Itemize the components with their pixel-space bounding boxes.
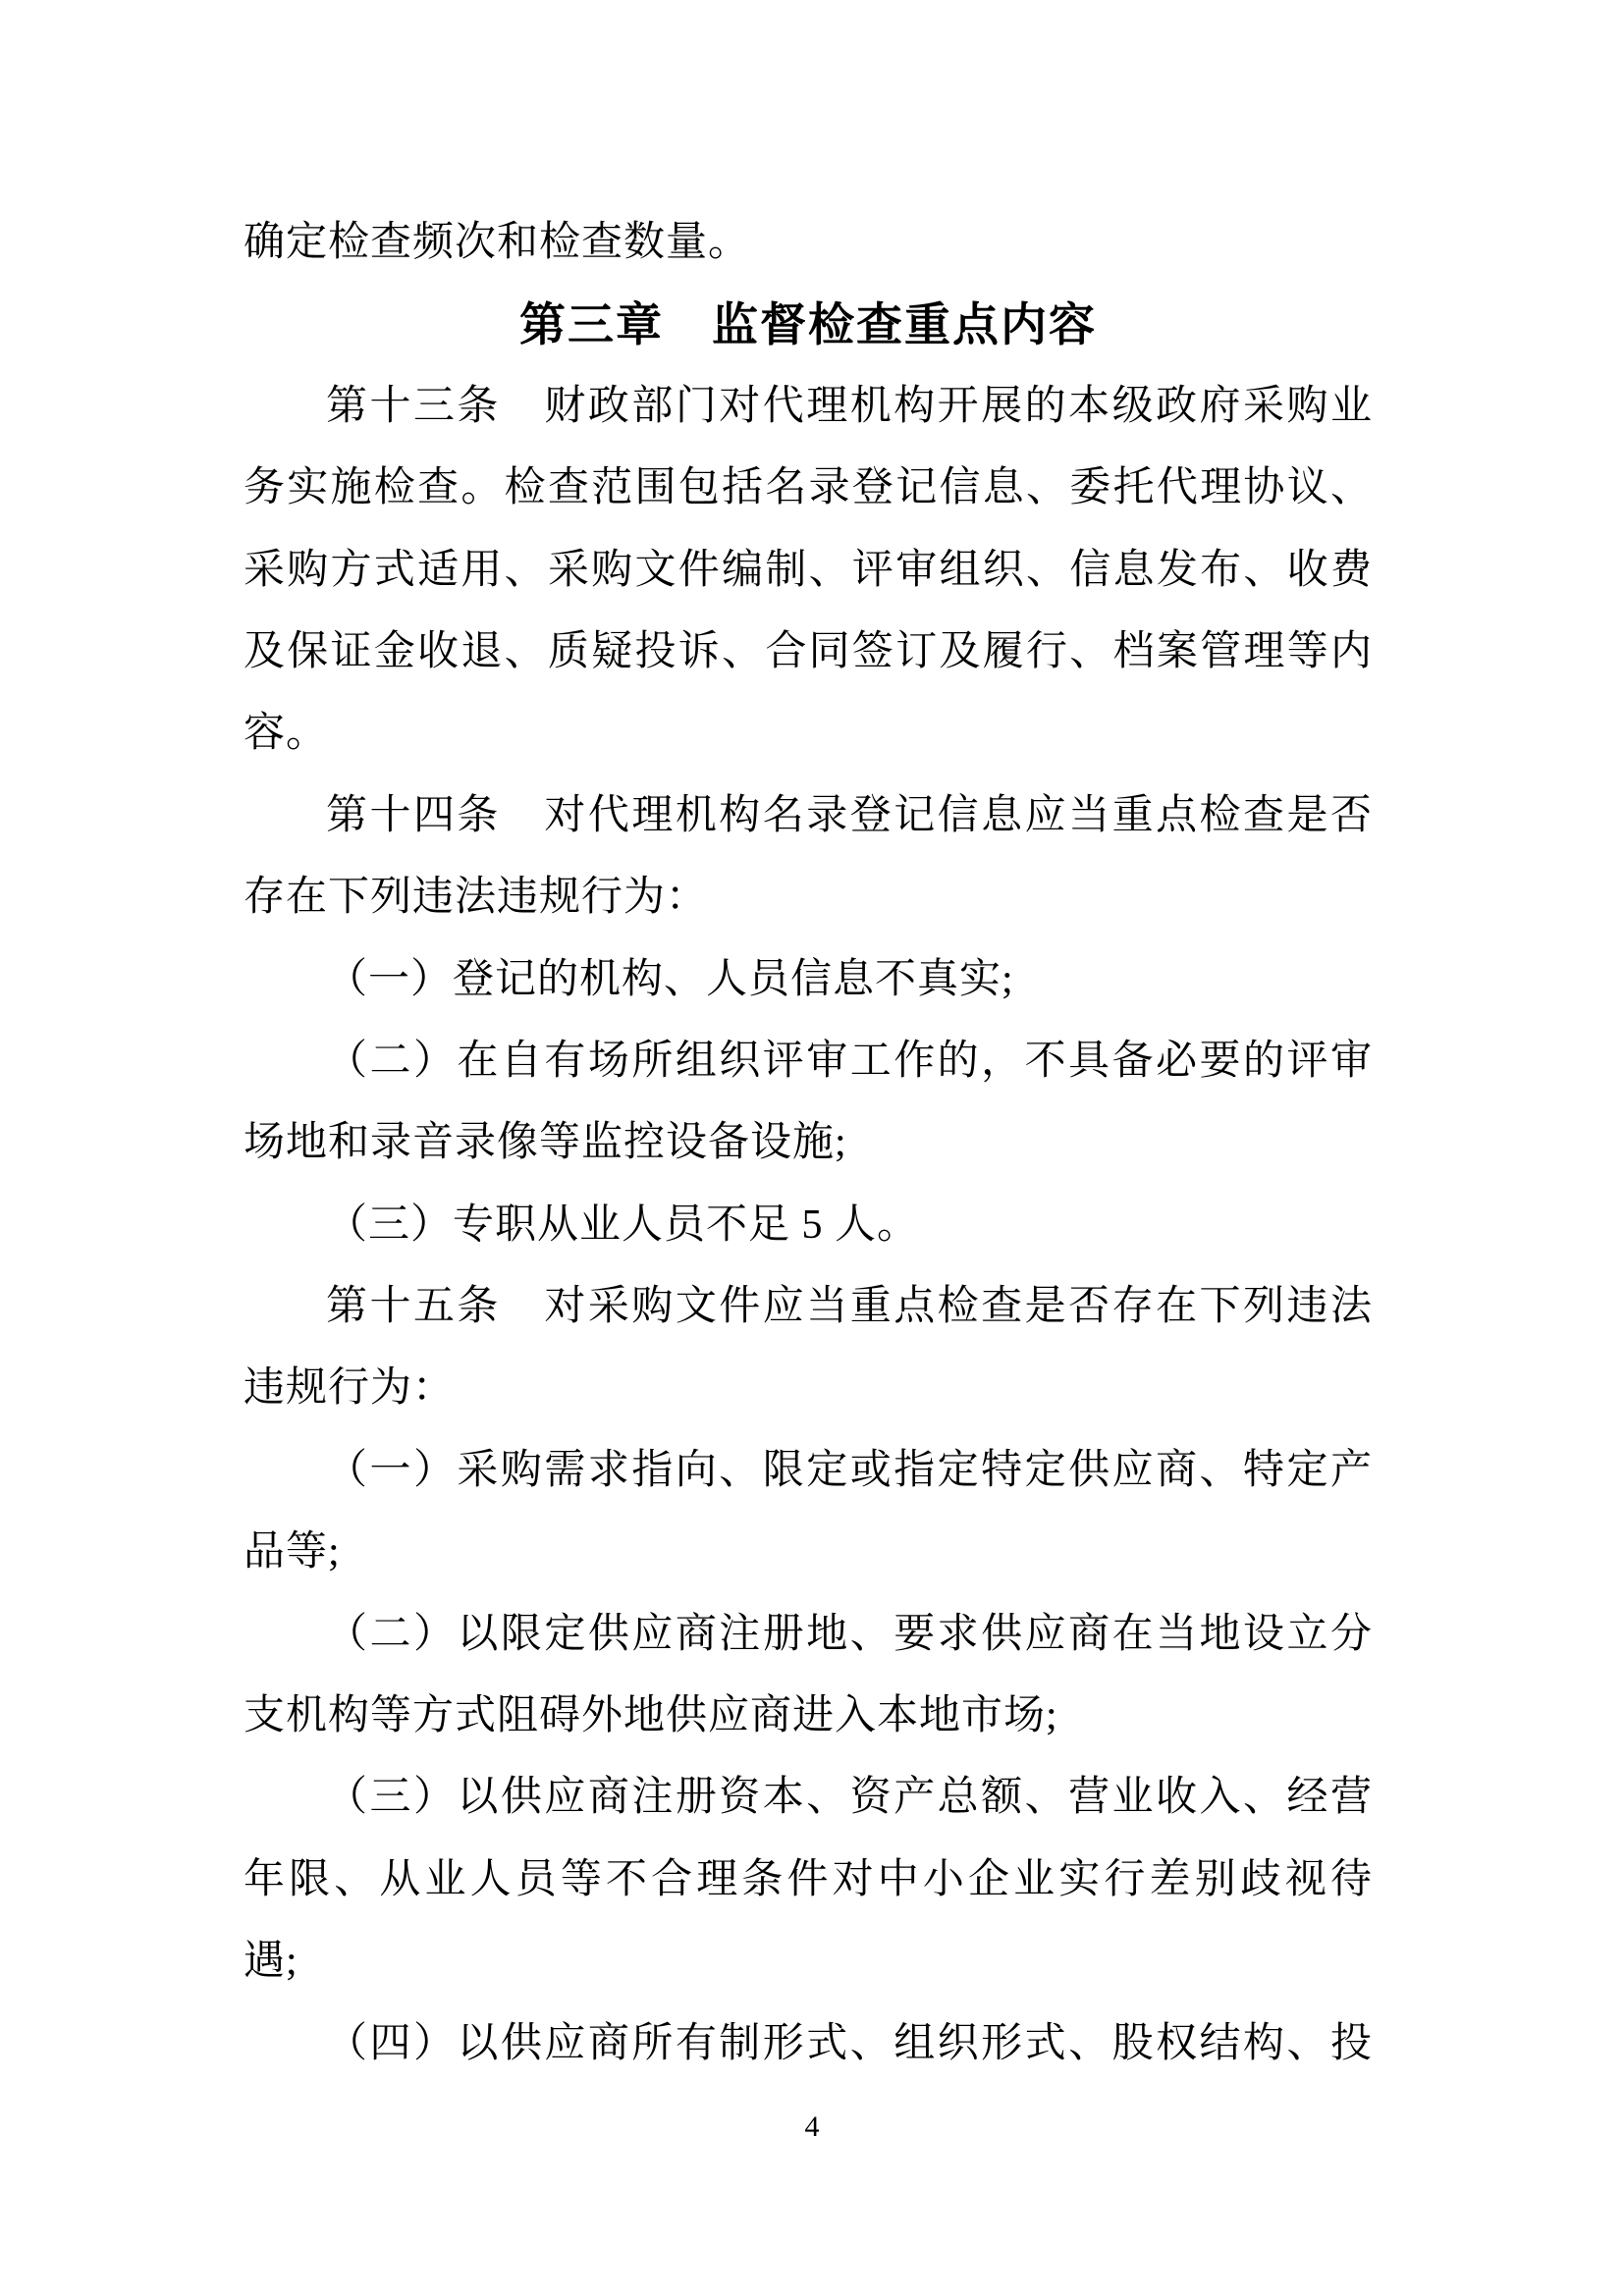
article-14-item-1: （一）登记的机构、人员信息不真实; [326,956,1014,1002]
page-number: 4 [804,2110,820,2143]
article-14-item-2-line-1: （二）在自有场所组织评审工作的，不具备必要的评审 [326,1038,1373,1084]
article-15-item-2-line-2: 支机构等方式阻碍外地供应商进入本地市场; [244,1693,1058,1739]
article-15-line-1: 第十五条 对采购文件应当重点检查是否存在下列违法 [326,1284,1373,1330]
article-13-line-4: 及保证金收退、质疑投诉、合同签订及履行、档案管理等内 [244,628,1373,674]
article-15-item-2-line-1: （二）以限定供应商注册地、要求供应商在当地设立分 [326,1611,1373,1657]
article-13-line-2: 务实施检查。检查范围包括名录登记信息、委托代理协议、 [244,465,1373,511]
document-body [244,202,1373,2085]
article-15-item-3-line-2: 年限、从业人员等不合理条件对中小企业实行差别歧视待 [244,1856,1373,1902]
article-14-line-1: 第十四条 对代理机构名录登记信息应当重点检查是否 [326,792,1373,838]
article-15-item-4-line-1: （四）以供应商所有制形式、组织形式、股权结构、投 [326,2020,1373,2066]
article-14-item-3: （三）专职从业人员不足 5 人。 [326,1201,920,1248]
article-13-line-5: 容。 [244,711,329,757]
article-15-item-3-line-1: （三）以供应商注册资本、资产总额、营业收入、经营 [326,1775,1373,1821]
article-15-item-1-line-2: 品等; [244,1529,341,1575]
article-14-item-2-line-2: 场地和录音录像等监控设备设施; [244,1120,847,1166]
article-15-item-3-line-3: 遇; [244,1939,298,1985]
article-15-item-1-line-1: （一）采购需求指向、限定或指定特定供应商、特定产 [326,1447,1373,1493]
chapter-3-heading: 第三章 监督检查重点内容 [519,298,1097,351]
article-15-line-2: 违规行为： [244,1365,456,1412]
article-14-line-2: 存在下列违法违规行为： [244,875,709,921]
article-13-line-1: 第十三条 财政部门对代理机构开展的本级政府采购业 [326,383,1373,429]
para-continued-line: 确定检查频次和检查数量。 [244,220,751,265]
article-13-line-3: 采购方式适用、采购文件编制、评审组织、信息发布、收费 [244,547,1373,593]
